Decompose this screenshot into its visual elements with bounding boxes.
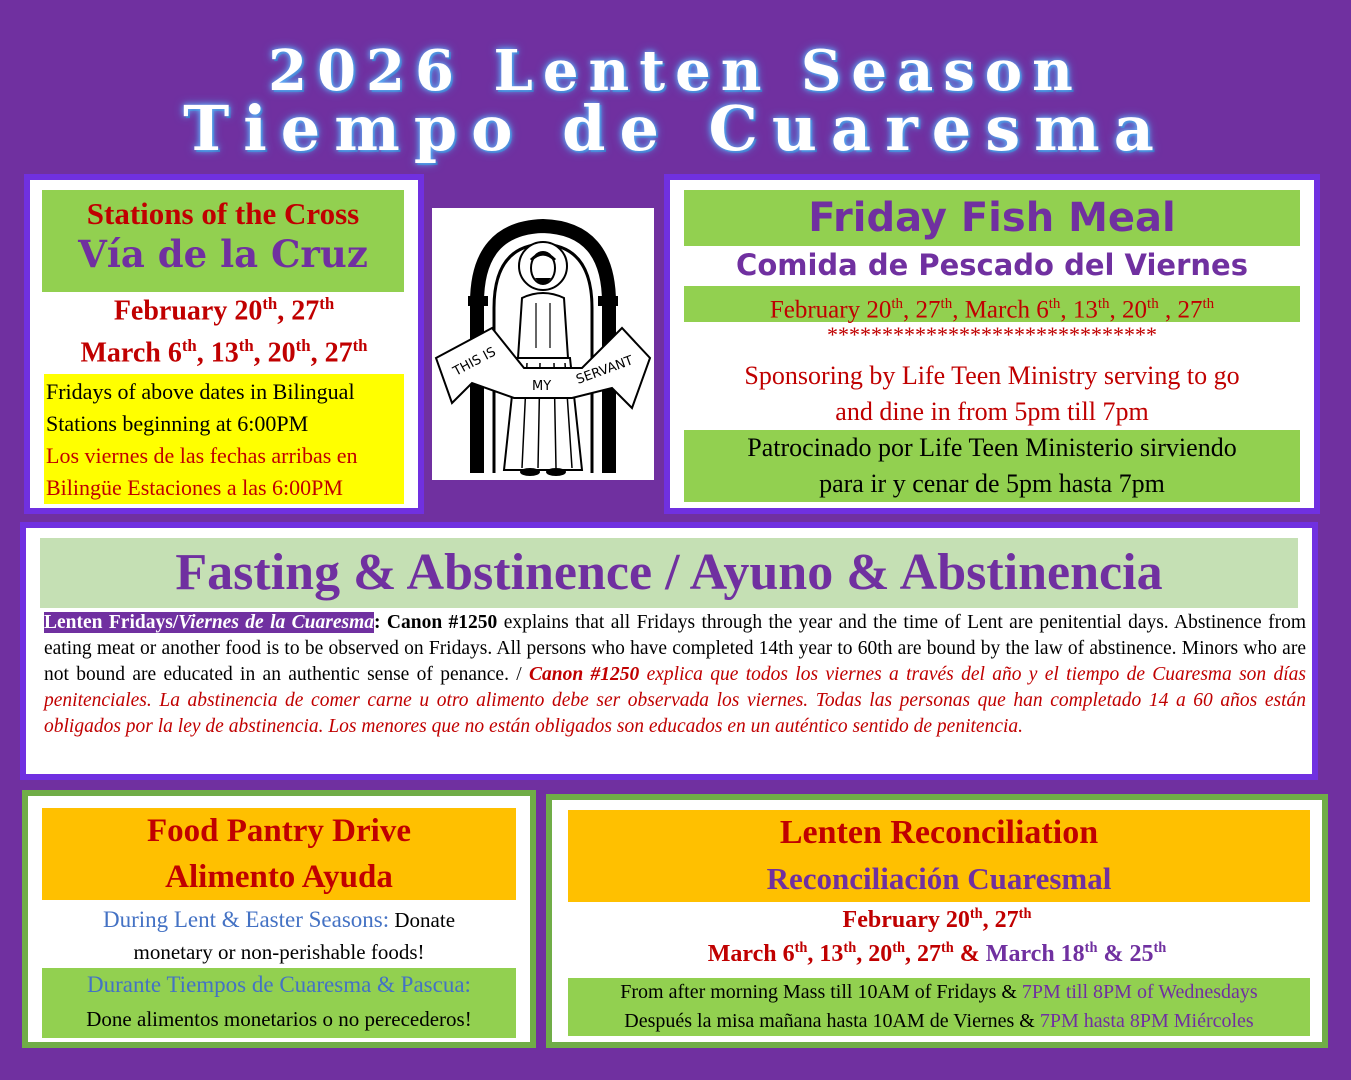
reconciliation-panel	[546, 794, 1328, 1048]
stations-description: Fridays of above dates in Bilingual Stations beginning at 6:00PM Los viernes de las fechas arribas en Bilingüe Estaciones a las 6:00PM	[44, 374, 404, 504]
stations-title-es: Vía de la Cruz	[78, 232, 368, 276]
food-pantry-en: During Lent & Easter Seasons: Donate monetary or non-perishable foods!	[102, 907, 456, 964]
fish-meal-panel	[664, 174, 1320, 514]
title-line-2: Tiempo de Cuaresma	[183, 92, 1168, 165]
servant-illustration	[432, 208, 654, 480]
fasting-title: Fasting & Abstinence / Ayuno & Abstinencia	[40, 538, 1298, 608]
banner-text-left: THIS IS	[450, 344, 499, 380]
reconciliation-dates-1: February 20th, 27th	[842, 906, 1032, 933]
canon-en: Canon #1250	[386, 612, 498, 633]
banner-text-right: SERVANT	[574, 353, 636, 388]
food-pantry-header: Food Pantry Drive Alimento Ayuda	[42, 808, 516, 900]
fish-meal-title: Friday Fish Meal	[684, 190, 1300, 246]
fish-meal-dates: February 20th, 27th, March 6th, 13th, 20th , 27th	[684, 286, 1300, 322]
stations-title-en: Stations of the Cross	[86, 196, 360, 231]
reconciliation-header: Lenten Reconciliation Reconciliación Cuaresmal	[568, 810, 1310, 902]
canon-es: Canon #1250	[529, 664, 640, 685]
fish-meal-subtitle: Comida de Pescado del Viernes	[736, 248, 1248, 282]
banner-text-mid: MY	[532, 379, 552, 394]
reconciliation-dates-2: March 6th, 13th, 20th, 27th & March 18th & 25th	[707, 940, 1167, 967]
fish-meal-separator: ******************************	[827, 322, 1157, 347]
stations-panel	[24, 174, 424, 514]
christ-servant-drawing	[432, 208, 654, 480]
stations-dates-1: February 20th, 27th	[113, 294, 335, 327]
reconciliation-hours: From after morning Mass till 10AM of Fridays & 7PM till 8PM of Wednesdays Después la misa mañana hasta 10AM de Viernes & 7PM hasta 8PM Miércoles	[568, 978, 1310, 1036]
fish-meal-sponsor-en: Sponsoring by Life Teen Ministry serving to go and dine in from 5pm till 7pm	[744, 361, 1240, 426]
food-pantry-es: Durante Tiempos de Cuaresma & Pascua: Done alimentos monetarios o no perecederos!	[42, 968, 516, 1038]
stations-dates-2: March 6th, 13th, 20th, 27th	[80, 336, 368, 369]
title-line-1: 2026 Lenten Season	[268, 38, 1083, 104]
fasting-panel	[20, 522, 1318, 780]
stations-header	[42, 190, 404, 292]
food-pantry-panel	[22, 790, 536, 1048]
fish-meal-sponsor-es: Patrocinado por Life Teen Ministerio sirviendo para ir y cenar de 5pm hasta 7pm	[684, 430, 1300, 502]
fasting-label: Lenten Fridays/Viernes de la Cuaresma	[44, 612, 374, 633]
fasting-body: Lenten Fridays/Viernes de la Cuaresma: Canon #1250 explains that all Fridays through the year and the time of Lent are penitential days. Abstinence from eating meat or another food is to be observed on Fridays. All persons who have completed 14th year to 60th are bound by the law of abstinence. Minors who are not bound are educated in an authentic sense of penance. / Canon #1250 explica que todos los viernes a través del año y el tiempo de Cuaresma son días penitenciales. La abstinencia de comer carne u otro alimento debe ser observada los viernes. Todas las personas que han completado 14 a 60 años están obligados por la ley de abstinencia. Los menores que no están obligados son educados en un auténtico sentido de penitencia.	[44, 612, 1307, 737]
